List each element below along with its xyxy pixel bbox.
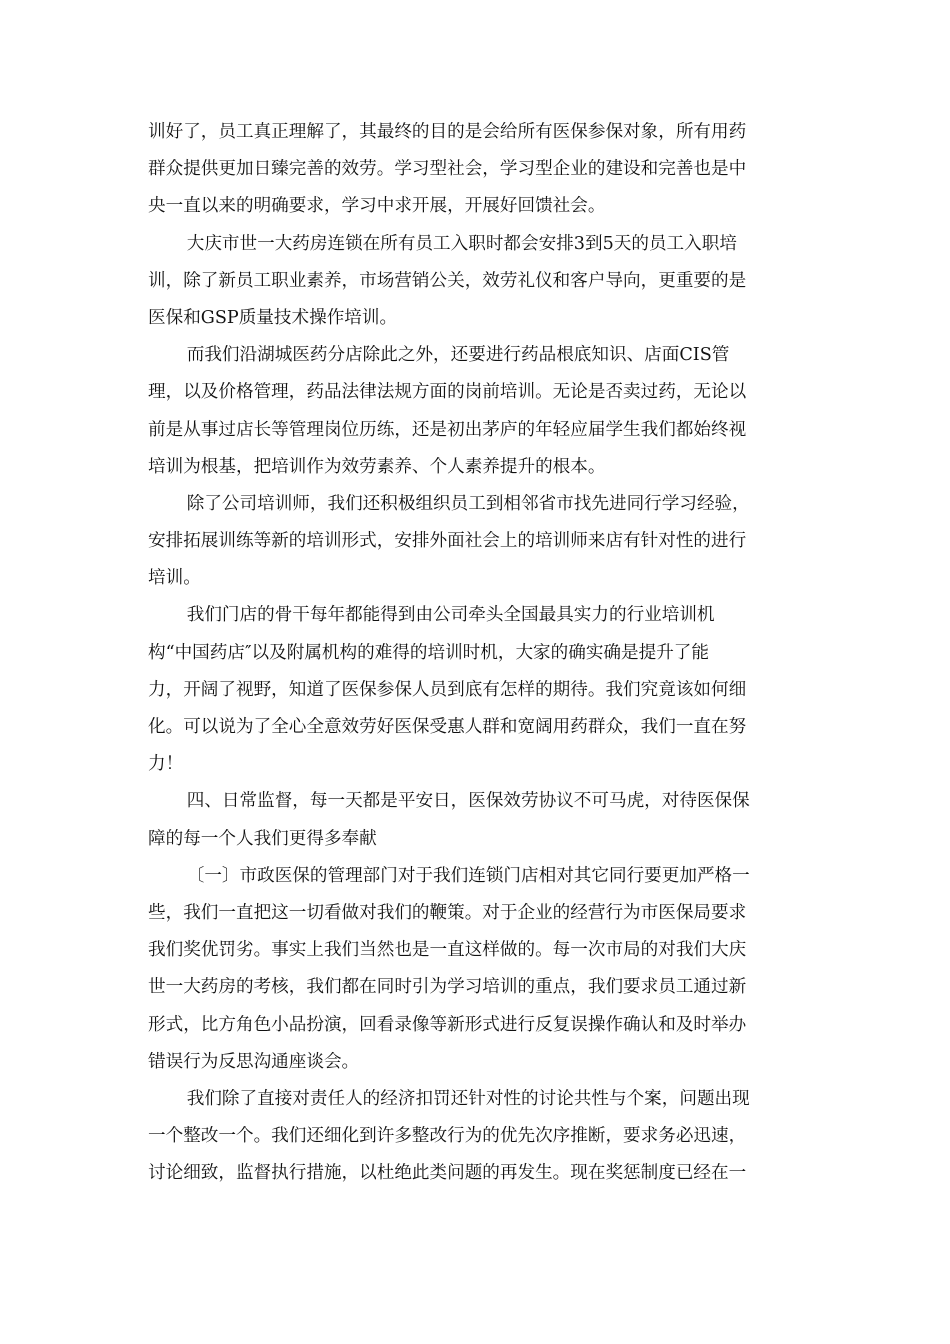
- text-line: 我们门店的骨干每年都能得到由公司牵头全国最具实力的行业培训机: [186, 605, 715, 626]
- text-line: 训好了，员工真正理解了，其最终的目的是会给所有医保参保对象，所有用药: [148, 122, 747, 142]
- text-line: 障的每一个人我们更得多奉献: [148, 828, 377, 849]
- text-line: 训，除了新员工职业素养，市场营销公关，效劳礼仪和客户导向，更重要的是: [148, 270, 747, 291]
- text-line: 讨论细致，监督执行措施，以杜绝此类问题的再发生。现在奖惩制度已经在一: [148, 1163, 747, 1184]
- paragraph: [148, 1081, 808, 1193]
- document-body: [148, 114, 808, 1192]
- text-line: 群众提供更加日臻完善的效劳。学习型社会，学习型企业的建设和完善也是中: [148, 159, 747, 180]
- text-line: 医保和GSP质量技术操作培训。: [148, 307, 398, 328]
- text-line: 我们奖优罚劣。事实上我们当然也是一直这样做的。每一次市局的对我们大庆: [148, 940, 747, 961]
- paragraph: [148, 337, 808, 486]
- text-line: 而我们沿湖城医药分店除此之外，还要进行药品根底知识、店面CIS管: [186, 345, 730, 366]
- paragraph: [148, 783, 808, 857]
- text-line: 些，我们一直把这一切看做对我们的鞭策。对于企业的经营行为市医保局要求: [148, 902, 747, 923]
- text-line: 力，开阔了视野，知道了医保参保人员到底有怎样的期待。我们究竟该如何细: [148, 679, 747, 700]
- paragraph: [148, 597, 808, 783]
- text-line: 〔一〕市政医保的管理部门对于我们连锁门店相对其它同行要更加严格一: [186, 865, 750, 886]
- text-line: 我们除了直接对责任人的经济扣罚还针对性的讨论共性与个案，问题出现: [186, 1088, 750, 1109]
- text-line: 构“中国药店″以及附属机构的难得的培训时机，大家的确实确是提升了能: [148, 642, 709, 663]
- text-line: 安排拓展训练等新的培训形式，安排外面社会上的培训师来店有针对性的进行: [148, 531, 747, 552]
- paragraph: [148, 226, 808, 338]
- text-line: 一个整改一个。我们还细化到许多整改行为的优先次序推断，要求务必迅速，: [148, 1126, 747, 1147]
- text-line: 央一直以来的明确要求，学习中求开展，开展好回馈社会。: [148, 196, 606, 217]
- text-line: 前是从事过店长等管理岗位历练，还是初出茅庐的年轻应届学生我们都始终视: [148, 419, 747, 440]
- text-line: 形式，比方角色小品扮演，回看录像等新形式进行反复误操作确认和及时举办: [148, 1014, 747, 1035]
- text-line: 培训为根基，把培训作为效劳素养、个人素养提升的根本。: [148, 456, 606, 477]
- paragraph: [148, 114, 808, 226]
- text-line: 大庆市世一大药房连锁在所有员工入职时都会安排3到5天的员工入职培: [186, 233, 737, 254]
- text-line: 培训。: [148, 568, 201, 589]
- text-line: 化。可以说为了全心全意效劳好医保受惠人群和宽阔用药群众，我们一直在努: [148, 717, 747, 737]
- text-line: 四、日常监督，每一天都是平安日，医保效劳协议不可马虎，对待医保保: [186, 791, 750, 812]
- text-line: 世一大药房的考核，我们都在同时引为学习培训的重点，我们要求员工通过新: [148, 977, 747, 998]
- paragraph: [148, 486, 808, 598]
- text-line: 理，以及价格管理，药品法律法规方面的岗前培训。无论是否卖过药，无论以: [148, 382, 747, 403]
- text-line: 除了公司培训师，我们还积极组织员工到相邻省市找先进同行学习经验，: [186, 493, 750, 514]
- text-line: 错误行为反思沟通座谈会。: [148, 1051, 360, 1072]
- text-line: 力！: [148, 754, 184, 775]
- paragraph: [148, 858, 808, 1081]
